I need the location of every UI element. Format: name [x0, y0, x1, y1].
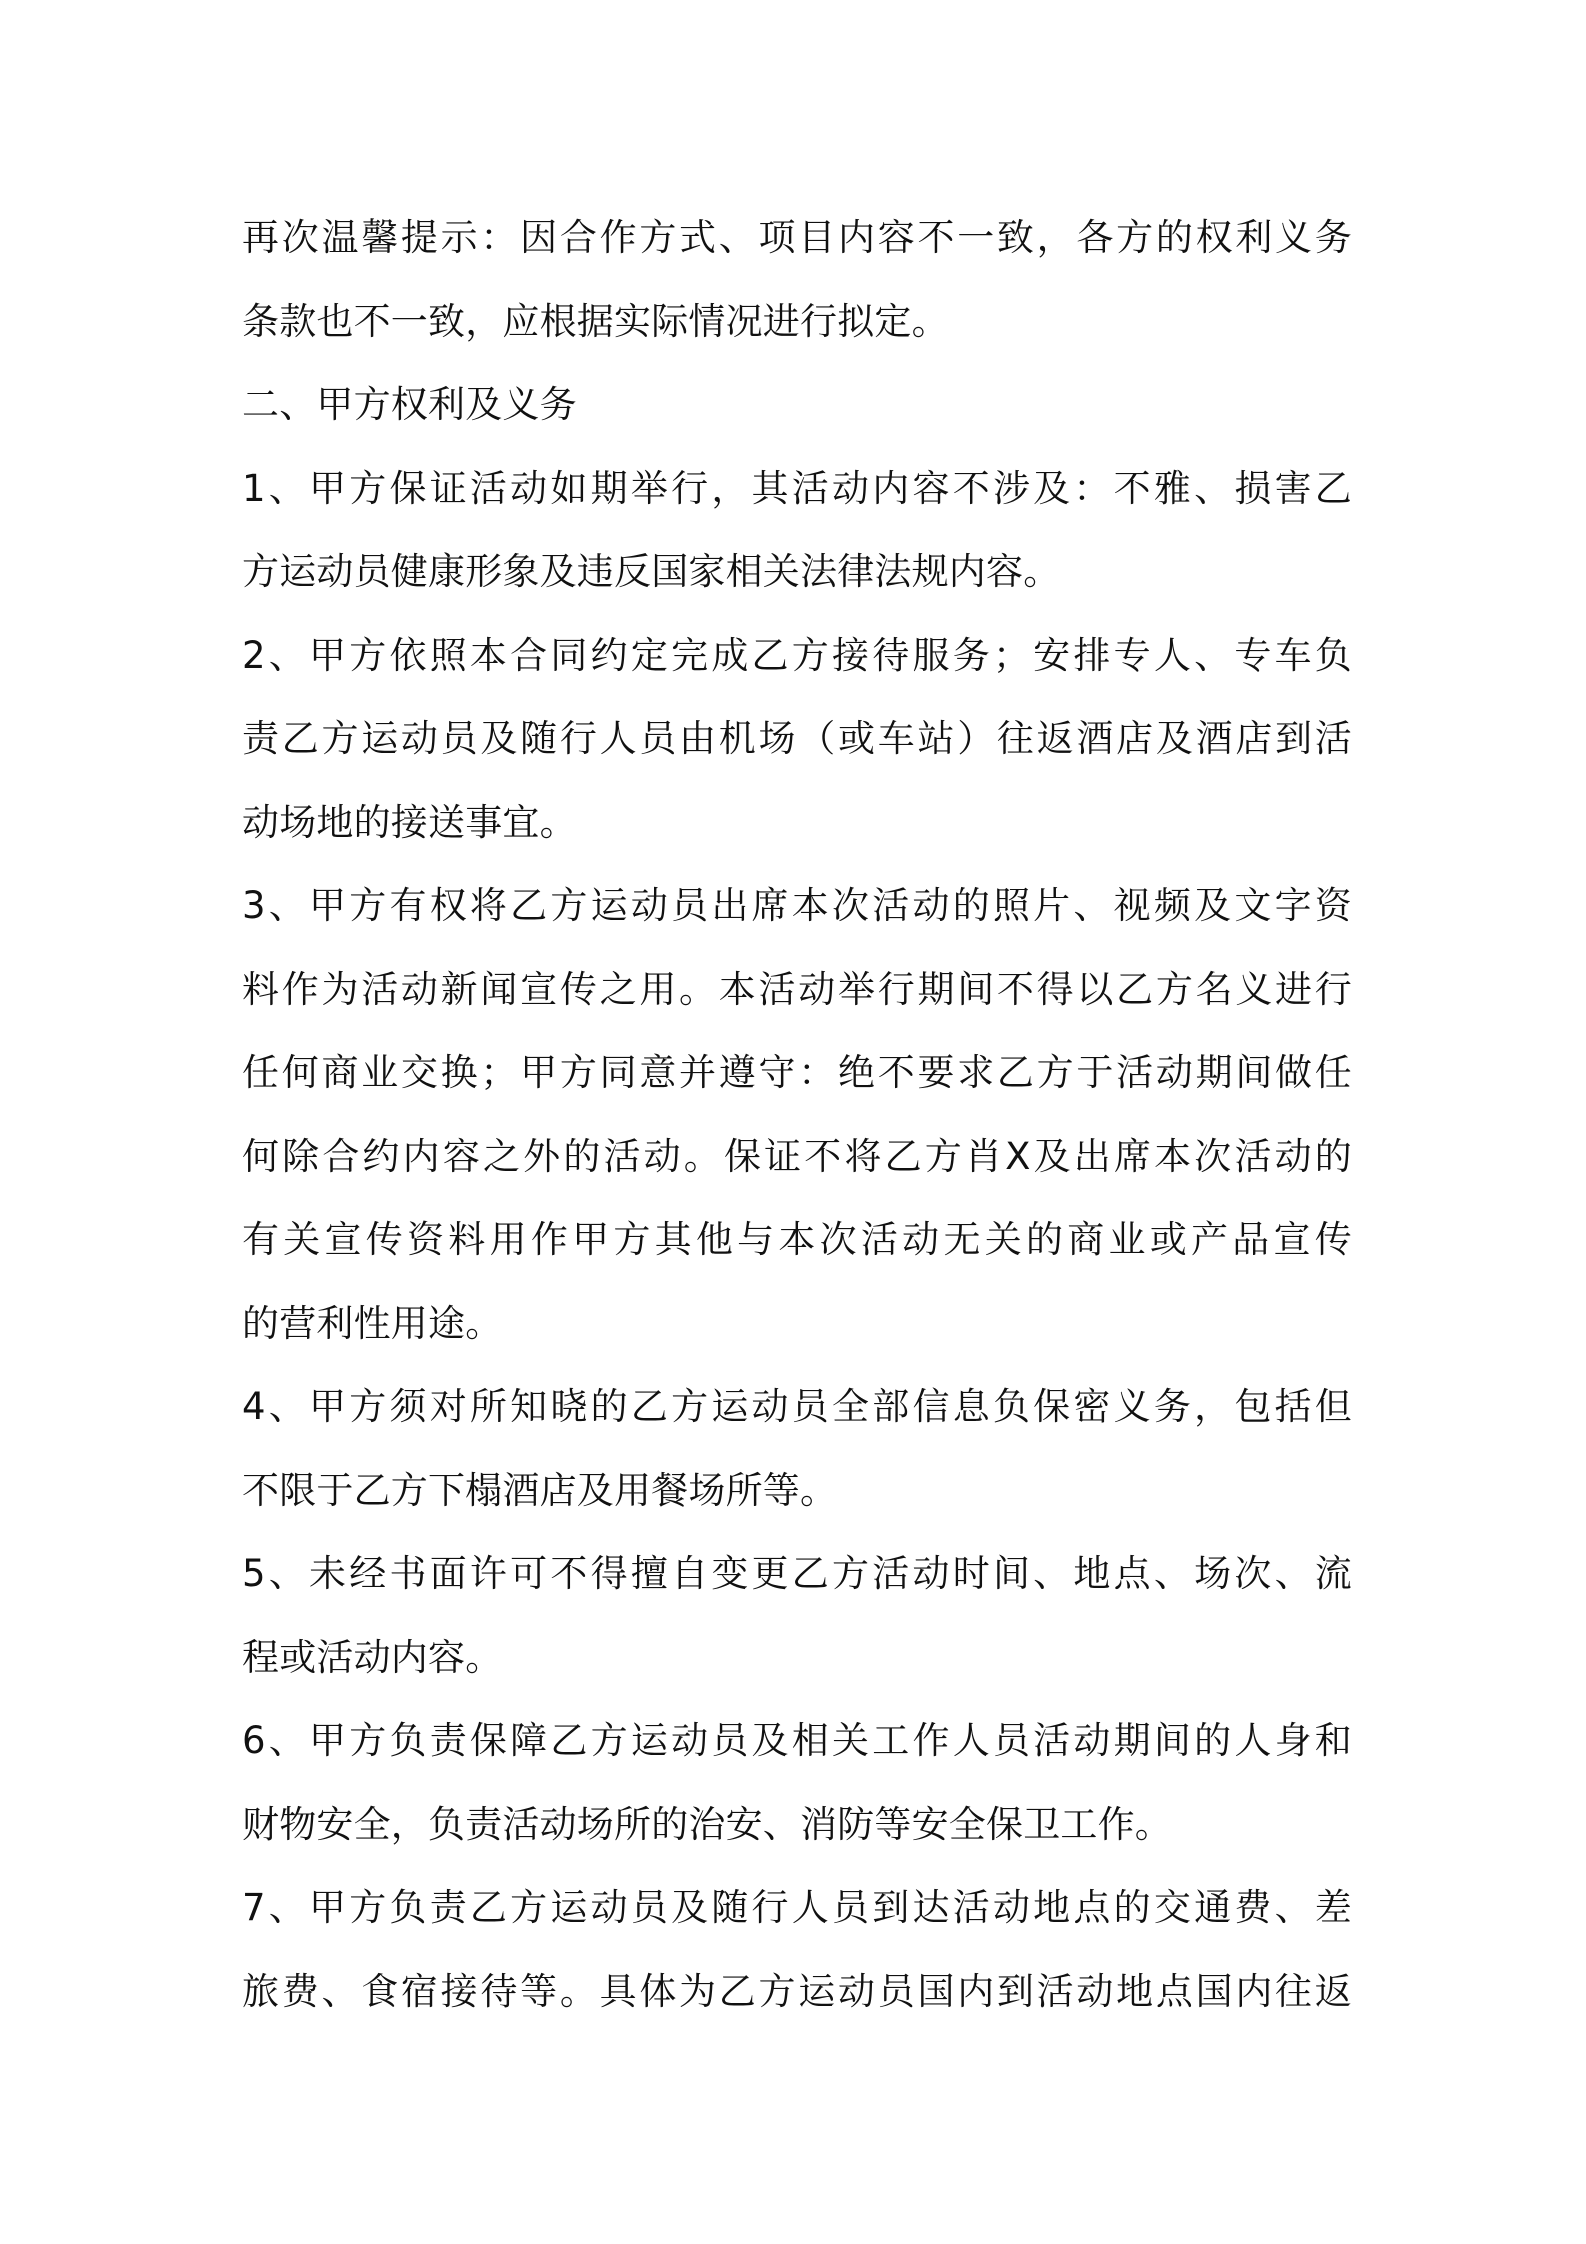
clause-7: [242, 1866, 1352, 2033]
text-line: 6、甲方负责保障乙方运动员及相关工作人员活动期间的人身和: [242, 1719, 1352, 1762]
text-line: 条款也不一致，应根据实际情况进行拟定。: [242, 299, 949, 343]
text-line: 动场地的接送事宜。: [242, 800, 577, 844]
clause-1: [242, 447, 1352, 614]
clause-3: [242, 864, 1352, 1365]
text-line: 4、甲方须对所知晓的乙方运动员全部信息负保密义务，包括但: [242, 1385, 1352, 1428]
text-line: 7、甲方负责乙方运动员及随行人员到达活动地点的交通费、差: [242, 1886, 1352, 1929]
text-line: 1、甲方保证活动如期举行，其活动内容不涉及：不雅、损害乙: [242, 466, 1352, 510]
clause-6: [242, 1699, 1352, 1866]
clause-5: [242, 1532, 1352, 1699]
text-line: 再次温馨提示：因合作方式、项目内容不一致，各方的权利义务: [242, 216, 1352, 259]
text-line: 不限于乙方下榻酒店及用餐场所等。: [242, 1468, 838, 1512]
text-line: 5、未经书面许可不得擅自变更乙方活动时间、地点、场次、流: [242, 1552, 1352, 1595]
text-line: 旅费、食宿接待等。具体为乙方运动员国内到活动地点国内往返: [242, 1969, 1352, 2013]
clause-4: [242, 1365, 1352, 1532]
text-line: 3、甲方有权将乙方运动员出席本次活动的照片、视频及文字资: [242, 884, 1352, 927]
text-line: 责乙方运动员及随行人员由机场（或车站）往返酒店及酒店到活: [242, 717, 1352, 760]
paragraph-reminder: [242, 196, 1352, 363]
heading-text: 二、甲方权利及义务: [242, 383, 577, 426]
text-line: 料作为活动新闻宣传之用。本活动举行期间不得以乙方名义进行: [242, 967, 1352, 1011]
section-heading: [242, 363, 1352, 447]
document-body: [242, 196, 1352, 2033]
text-line: 有关宣传资料用作甲方其他与本次活动无关的商业或产品宣传: [242, 1218, 1352, 1261]
text-line: 2、甲方依照本合同约定完成乙方接待服务；安排专人、专车负: [242, 633, 1352, 677]
clause-2: [242, 614, 1352, 865]
text-line: 的营利性用途。: [242, 1301, 503, 1345]
text-line: 何除合约内容之外的活动。保证不将乙方肖X及出席本次活动的: [242, 1134, 1352, 1178]
text-line: 方运动员健康形象及违反国家相关法律法规内容。: [242, 550, 1061, 593]
text-line: 任何商业交换；甲方同意并遵守：绝不要求乙方于活动期间做任: [242, 1051, 1352, 1094]
text-line: 程或活动内容。: [242, 1635, 503, 1679]
text-line: 财物安全，负责活动场所的治安、消防等安全保卫工作。: [242, 1802, 1172, 1846]
